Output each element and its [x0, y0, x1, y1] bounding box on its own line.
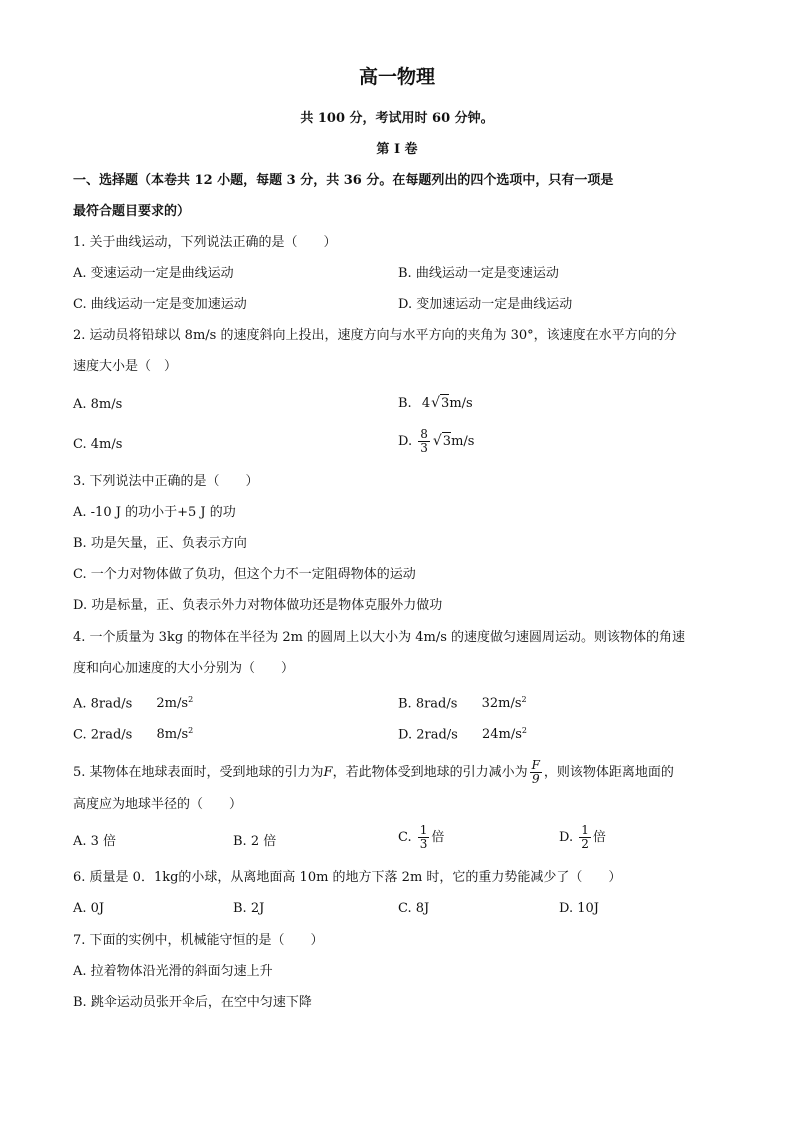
exam-info: 共 100 分，考试用时 60 分钟。 — [300, 111, 494, 126]
q7-option-a: A. 拉着物体沿光滑的斜面匀速上升 — [73, 964, 273, 979]
q4-option-d-accel: 24m/s — [481, 727, 522, 743]
q2-stem-line2: 速度大小是（ ） — [73, 359, 178, 374]
q5-stem-line1 — [73, 759, 674, 786]
q2-option-d-label: D. — [398, 434, 413, 449]
q4-option-b — [398, 691, 527, 713]
q6-option-b: B. 2J — [233, 901, 265, 916]
q5-option-c-label: C. — [398, 830, 412, 845]
q4-option-c-accel: 8m/s — [156, 727, 189, 743]
q4-stem-line2: 度和向心加速度的大小分别为（ ） — [73, 661, 295, 676]
q5-option-c-tail: 倍 — [431, 830, 445, 845]
q5-option-d-tail: 倍 — [592, 830, 606, 845]
q4-option-a-omega: A. 8rad/s — [73, 696, 133, 712]
q7-option-b: B. 跳伞运动员张开伞后，在空中匀速下降 — [73, 995, 312, 1010]
q2-option-d-numerator: 8 — [420, 427, 428, 441]
q4-option-a-accel: 2m/s — [156, 696, 189, 712]
q4-option-d — [398, 722, 527, 744]
q5-stem-mid: ，若此物体受到地球的引力减小为 — [332, 765, 528, 780]
q2-stem-line1: 2. 运动员将铅球以 8m/s 的速度斜向上投出，速度方向与水平方向的夹角为 30°，该速度在水平方向的分 — [73, 328, 677, 343]
q6-option-c: C. 8J — [398, 901, 430, 916]
q4-option-d-omega: D. 2rad/s — [398, 727, 458, 743]
q4-option-a — [73, 691, 193, 713]
q4-option-c-exp: 2 — [188, 726, 194, 735]
q2-option-c: C. 4m/s — [73, 437, 123, 452]
q5-option-d — [559, 824, 606, 851]
q5-fraction — [530, 759, 542, 786]
q4-option-c-omega: C. 2rad/s — [73, 727, 133, 743]
q5-option-c — [398, 824, 444, 851]
volume-label: 第 I 卷 — [376, 142, 418, 157]
section-heading-line2: 最符合题目要求的） — [73, 204, 191, 219]
q4-option-d-exp: 2 — [521, 726, 527, 735]
q6-option-a: A. 0J — [73, 901, 105, 916]
q5-option-d-fraction — [579, 824, 591, 851]
q6-option-d: D. 10J — [559, 901, 599, 916]
q2-option-b-unit: m/s — [449, 396, 473, 411]
q1-option-b: B. 曲线运动一定是变速运动 — [398, 266, 559, 281]
q5-option-d-label: D. — [559, 830, 574, 845]
q5-stem-post: ，则该物体距离地面的 — [543, 765, 674, 780]
q4-option-b-exp: 2 — [521, 695, 527, 704]
q1-option-a: A. 变速运动一定是曲线运动 — [73, 266, 234, 281]
q5-option-c-den: 3 — [419, 837, 428, 851]
q1-option-c: C. 曲线运动一定是变加速运动 — [73, 297, 247, 312]
q2-option-b — [398, 394, 473, 413]
q4-stem-line1: 4. 一个质量为 3kg 的物体在半径为 2m 的圆周上以大小为 4m/s 的速度做匀速圆周运动。则该物体的角速 — [73, 630, 686, 645]
q2-option-b-label: B. — [398, 396, 412, 411]
q5-option-a: A. 3 倍 — [73, 834, 117, 849]
q3-option-a: A. -10 J 的功小于+5 J 的功 — [73, 505, 236, 520]
q6-stem: 6. 质量是 0．1kg的小球，从离地面高 10m 的地方下落 2m 时，它的重力势能减少了（ ） — [73, 870, 622, 885]
q2-option-d-radicand: 3 — [442, 434, 452, 449]
q1-stem: 1. 关于曲线运动，下列说法正确的是（ ） — [73, 235, 337, 250]
q7-stem: 7. 下面的实例中，机械能守恒的是（ ） — [73, 933, 324, 948]
q5-force-symbol: F — [323, 765, 333, 780]
q3-stem: 3. 下列说法中正确的是（ ） — [73, 474, 259, 489]
q2-option-b-radicand: 3 — [441, 396, 450, 411]
sqrt-icon: √ — [432, 433, 442, 449]
q5-option-d-num: 1 — [581, 823, 589, 837]
section-heading-line1: 一、选择题（本卷共 12 小题，每题 3 分，共 36 分。在每题列出的四个选项中，只有一项是 — [73, 173, 614, 188]
q5-option-c-num: 1 — [419, 823, 428, 837]
q2-option-d — [398, 428, 474, 455]
q4-option-c — [73, 722, 193, 744]
q5-stem-pre: 5. 某物体在地球表面时，受到地球的引力为 — [73, 765, 324, 780]
q2-option-d-unit: m/s — [451, 434, 475, 449]
q2-option-a: A. 8m/s — [73, 397, 123, 412]
q4-option-b-omega: B. 8rad/s — [398, 696, 458, 712]
q5-fraction-den: 9 — [531, 772, 540, 786]
sqrt-icon: √ — [431, 395, 441, 411]
q3-option-c: C. 一个力对物体做了负功，但这个力不一定阻碍物体的运动 — [73, 567, 416, 582]
q5-option-d-den: 2 — [581, 837, 589, 851]
q5-option-c-fraction — [418, 824, 430, 851]
q5-option-b: B. 2 倍 — [233, 834, 277, 849]
q2-option-d-denominator: 3 — [420, 441, 428, 455]
q1-option-d: D. 变加速运动一定是曲线运动 — [398, 297, 573, 312]
page-title: 高一物理 — [358, 66, 435, 88]
q2-option-d-fraction — [418, 428, 430, 455]
q4-option-a-exp: 2 — [188, 695, 194, 704]
q5-fraction-num: F — [531, 758, 540, 772]
q2-option-b-coef: 4 — [421, 396, 431, 411]
q4-option-b-accel: 32m/s — [481, 696, 522, 712]
q5-stem-line2: 高度应为地球半径的（ ） — [73, 797, 243, 812]
q3-option-d: D. 功是标量，正、负表示外力对物体做功还是物体克服外力做功 — [73, 598, 443, 613]
q3-option-b: B. 功是矢量，正、负表示方向 — [73, 536, 247, 551]
